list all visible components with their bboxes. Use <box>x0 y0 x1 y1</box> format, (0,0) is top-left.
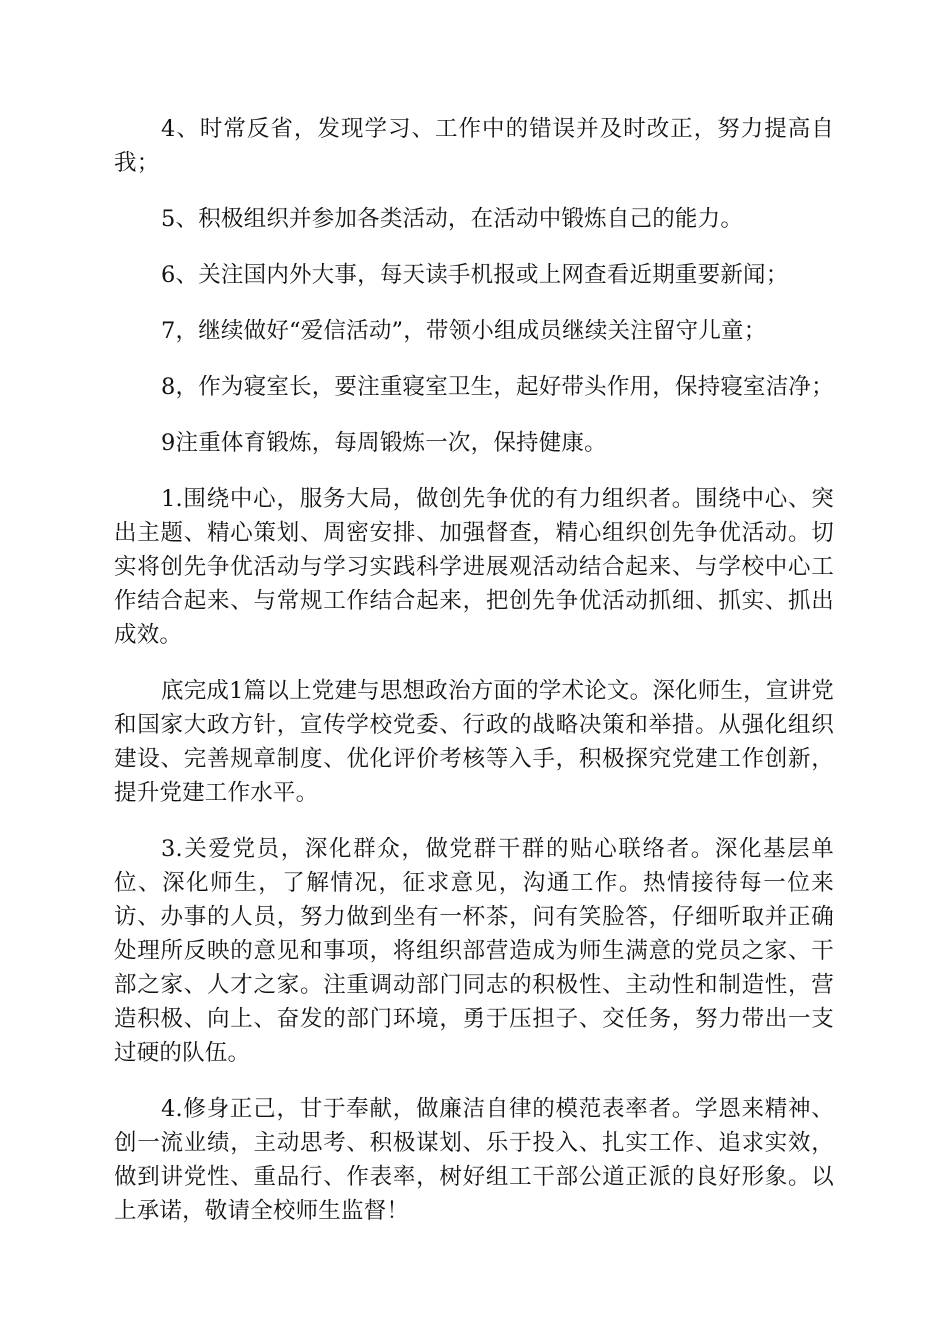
paragraph-section-4: 4.修身正己，甘于奉献，做廉洁自律的模范表率者。学恩来精神、创一流业绩，主动思考、积极谋划、乐于投入、扎实工作、追求实效，做到讲党性、重品行、作表率，树好组工干部公道正派的良好形象。以上承诺，敬请全校师生监督！ <box>114 1096 834 1224</box>
paragraph-item-9: 9注重体育锻炼，每周锻炼一次，保持健康。 <box>161 430 607 456</box>
paragraph-item-4: 4、时常反省，发现学习、工作中的错误并及时改正，努力提高自我； <box>114 116 834 176</box>
paragraph-item-7: 7，继续做好“爱信活动”，带领小组成员继续关注留守儿童； <box>161 318 767 344</box>
paragraph-section-1: 1.围绕中心，服务大局，做创先争优的有力组织者。围绕中心、突出主题、精心策划、周密安排、加强督查，精心组织创先争优活动。切实将创先争优活动与学习实践科学进展观活动结合起来、与学校中心工作结合起来、与常规工作结合起来，把创先争优活动抓细、抓实、抓出成效。 <box>114 486 834 648</box>
paragraph-item-6: 6、关注国内外大事，每天读手机报或上网查看近期重要新闻； <box>161 262 789 288</box>
paragraph-section-3: 3.关爱党员，深化群众，做党群干群的贴心联络者。深化基层单位、深化师生，了解情况，征求意见，沟通工作。热情接待每一位来访、办事的人员，努力做到坐有一杯茶，问有笑脸答，仔细听取并正确处理所反映的意见和事项，将组织部营造成为师生满意的党员之家、干部之家、人才之家。注重调动部门同志的积极性、主动性和制造性，营造积极、向上、奋发的部门环境，勇于压担子、交任务，努力带出一支过硬的队伍。 <box>114 836 834 1066</box>
document-body <box>114 112 834 1250</box>
paragraph-item-8: 8，作为寝室长，要注重寝室卫生，起好带头作用，保持寝室洁净； <box>161 374 834 400</box>
paragraph-section-2: 底完成1篇以上党建与思想政治方面的学术论文。深化师生，宣讲党和国家大政方针，宣传学校党委、行政的战略决策和举措。从强化组织建设、完善规章制度、优化评价考核等入手，积极探究党建工作创新，提升党建工作水平。 <box>114 678 834 806</box>
paragraph-item-5: 5、积极组织并参加各类活动，在活动中锻炼自己的能力。 <box>161 206 744 232</box>
